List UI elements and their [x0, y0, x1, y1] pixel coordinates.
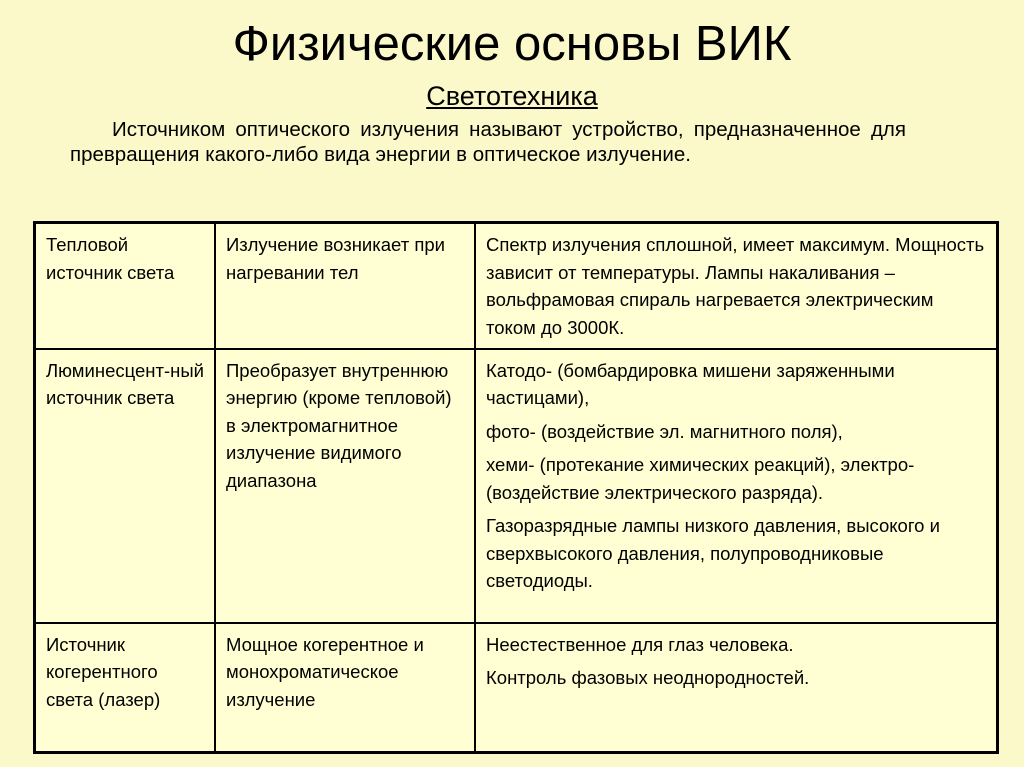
source-type-cell: Люминесцент-ный источник света — [35, 349, 216, 623]
table-row — [35, 349, 998, 623]
details-paragraph: Катодо- (бомбардировка мишени заряженными частицами), — [486, 359, 895, 408]
table-row — [35, 623, 998, 753]
mechanism-cell: Мощное когерентное и монохроматическое излучение — [215, 623, 475, 753]
table-row — [35, 223, 998, 349]
slide-subtitle — [0, 80, 1024, 112]
intro-paragraph: Источником оптического излучения называют устройство, предназначенное для превращения какого-либо вида энергии в оптическое излучение. — [70, 118, 906, 166]
details-paragraph: Неестественное для глаз человека. — [486, 633, 794, 655]
mechanism-cell: Преобразует внутреннюю энергию (кроме тепловой) в электромагнитное излучение видимого диапазона — [215, 349, 475, 623]
details-paragraph: фото- (воздействие эл. магнитного поля), — [486, 420, 843, 442]
details-cell — [475, 223, 998, 349]
light-sources-table — [33, 221, 999, 754]
details-cell — [475, 349, 998, 623]
slide-title: Физические основы ВИК — [232, 17, 792, 71]
details-paragraph: Спектр излучения сплошной, имеет максимум. Мощность зависит от температуры. Лампы накаливания – вольфрамовая спираль нагревается электрическим током до 3000К. — [486, 234, 985, 338]
details-cell — [475, 623, 998, 753]
subtitle-text: Светотехника — [426, 81, 598, 111]
details-paragraph: Контроль фазовых неоднородностей. — [486, 667, 810, 688]
mechanism-cell: Излучение возникает при нагревании тел — [215, 223, 475, 349]
source-type-cell: Источник когерентного света (лазер) — [35, 623, 216, 753]
source-type-cell: Тепловой источник света — [35, 223, 216, 349]
details-paragraph: Газоразрядные лампы низкого давления, высокого и сверхвысокого давления, полупроводниковые светодиоды. — [486, 515, 940, 591]
details-paragraph: хеми- (протекание химических реакций), электро- (воздействие электрического разряда). — [486, 454, 915, 503]
